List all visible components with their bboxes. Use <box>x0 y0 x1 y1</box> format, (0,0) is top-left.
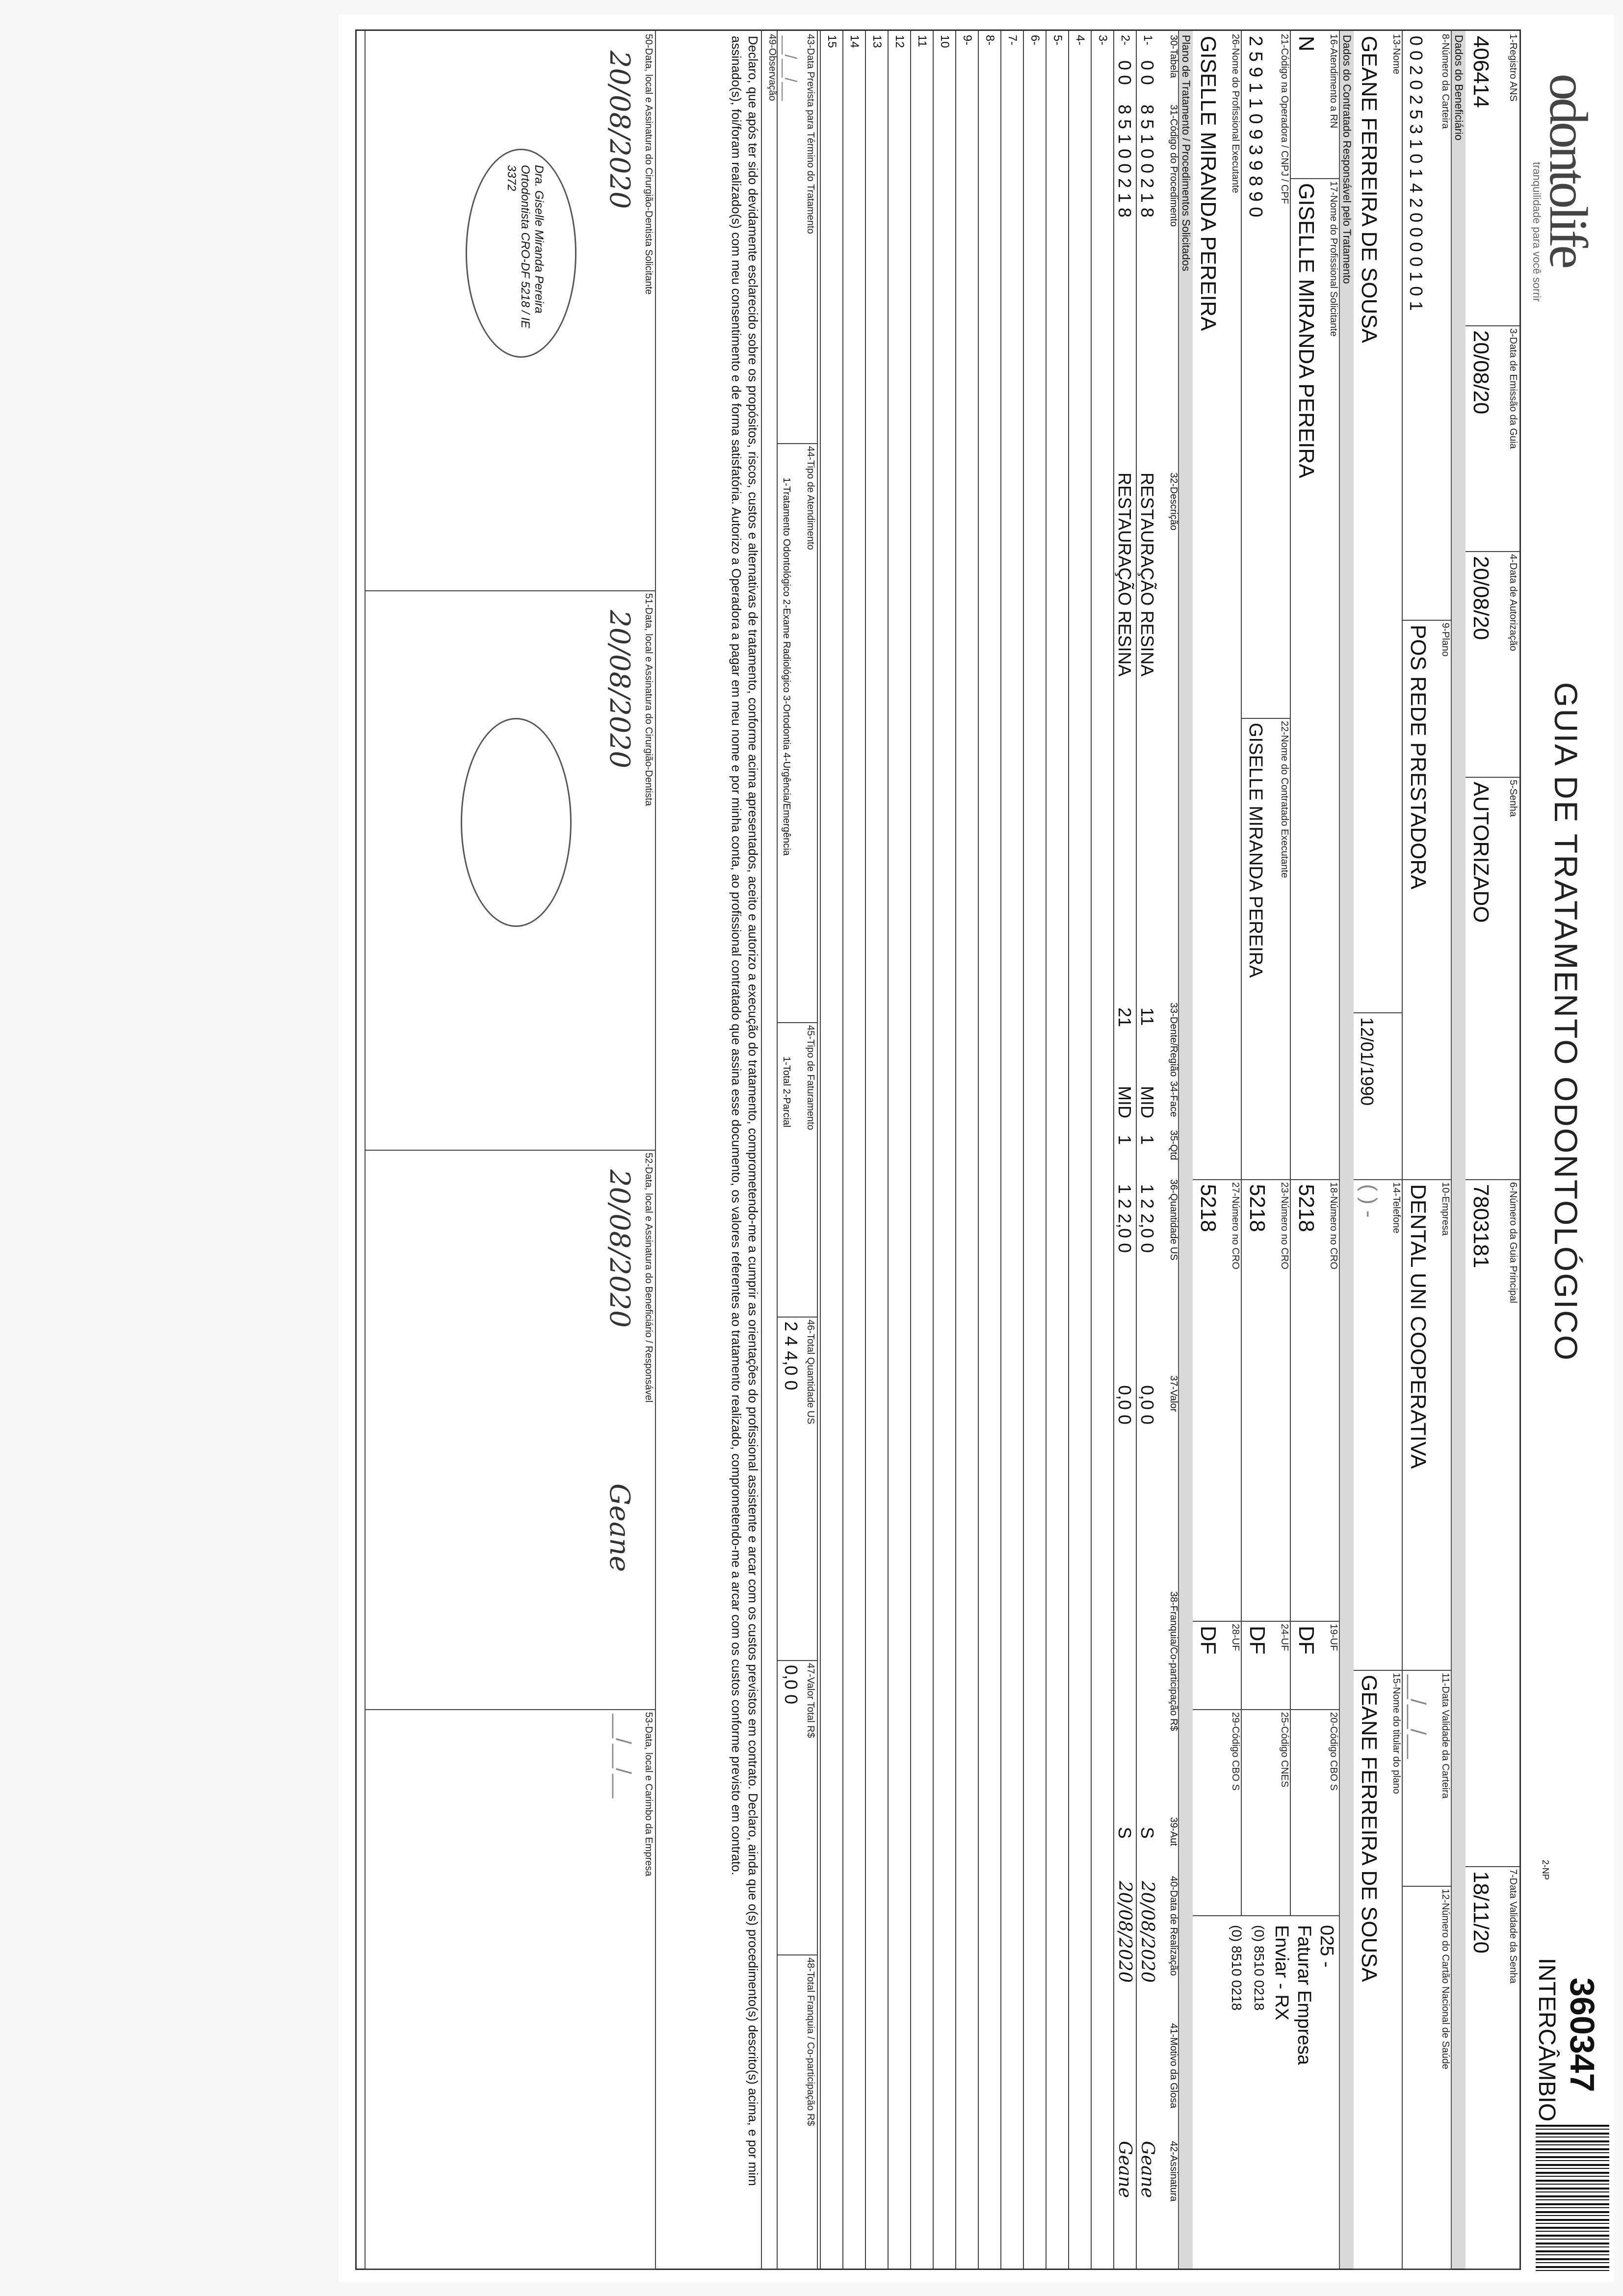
cell-codigo: 8 5 1 0 0 2 1 8 <box>1115 105 1135 218</box>
table-row <box>1023 31 1047 2269</box>
cell-tabela: 0 0 <box>1137 60 1157 85</box>
cell-n: 12 <box>893 35 906 48</box>
note-line: 025 - <box>1316 1925 1337 1968</box>
form-body <box>355 29 1521 2270</box>
tipo-atendimento-field: 44-Tipo de Atendimento 1-Tratamento Odontológico 2-Exame Radiológico 3-Ortodontia 4-Urgência/Emergência <box>777 443 818 1023</box>
handwritten-notes <box>1225 1925 1338 2259</box>
stamp-text: Dra. Giselle Miranda Pereira Ortodontista CRO-DF 5218 / IE 3372 <box>505 165 546 329</box>
prof-solicitante-field: 17-Nome do Profissional Solicitante GISELLE MIRANDA PEREIRA <box>1290 178 1340 1180</box>
cell-data: 20/08/2020 <box>1137 1881 1157 1983</box>
cell-codigo: 8 5 1 0 0 2 1 8 <box>1137 105 1157 218</box>
col-header: 35-Qtd <box>1168 1130 1179 1161</box>
cell-us: 1 2 2,0 0 <box>1137 1184 1157 1253</box>
uf-contratado-field: 24-UF DF <box>1241 1621 1291 1710</box>
cell-n: 9- <box>961 35 974 46</box>
col-header: 38-Franquia/Co-participação R$ <box>1168 1591 1179 1731</box>
table-row <box>933 31 956 2269</box>
stamp-icon <box>466 149 576 358</box>
form-header <box>1526 15 1614 2282</box>
dental-guide-form <box>339 15 1614 2282</box>
beneficiary-signature: Geane <box>603 1483 635 1572</box>
table-row <box>865 31 889 2269</box>
atendimento-rn-field: 16-Atendimento a RN N <box>1290 31 1340 179</box>
odontolife-logo: odontolife <box>1539 74 1598 266</box>
cell-n: 4- <box>1073 35 1087 46</box>
table-row <box>1046 31 1069 2269</box>
data-nascimento-field: 12/01/1990 <box>1353 1012 1403 1180</box>
observacao-field: 49-Observação <box>761 31 779 2270</box>
carteira-field: 8-Número da Carteira 0 0 2 0 2 5 3 1 0 1 4 2 0 0 0 0 1 0 1 <box>1402 31 1452 621</box>
guide-number: 360347 <box>1563 1978 1601 2092</box>
cell-n: 5- <box>1051 35 1064 46</box>
cbo-executante-field: 29-Código CBO S <box>1192 1709 1242 1916</box>
table-row <box>1068 31 1092 2269</box>
cell-valor: 0,0 0 <box>1115 1385 1135 1425</box>
table-row <box>1113 31 1137 2269</box>
uf-solicitante-field: 19-UF DF <box>1290 1621 1340 1710</box>
cro-executante-field: 27-Número no CRO 5218 <box>1192 1179 1242 1622</box>
table-row <box>842 31 866 2269</box>
note-line: Faturar Empresa <box>1294 1925 1314 2065</box>
cbo-solicitante-field: 20-Código CBO S <box>1290 1709 1340 1916</box>
stamp-icon <box>461 718 572 927</box>
validade-senha-field: 7-Data Validade da Senha 18/11/20 <box>1465 1866 1519 2270</box>
cell-aut: S <box>1137 1827 1157 1839</box>
sig-empresa-box: 53-Data, local e Carimbo da Empresa __/__/__ <box>365 1709 656 2270</box>
cell-aut: S <box>1115 1827 1135 1839</box>
cell-descricao: RESTAURAÇÃO RESINA <box>1115 473 1135 677</box>
logo-tagline: tranquilidade para você sorrir <box>1531 162 1543 302</box>
sig-dentista-box: 51-Data, local e Assinatura do Cirurgião-Dentista 20/08/2020 <box>365 590 656 1151</box>
table-row <box>1136 31 1159 2269</box>
cell-n: 14 <box>848 35 861 48</box>
sig-empresa-date: __/__/__ <box>611 1714 635 1798</box>
note-line: Enviar - RX <box>1271 1925 1292 2021</box>
cell-n: 8- <box>983 35 996 46</box>
sig-beneficiario-date: 20/08/2020 <box>603 1169 635 1328</box>
table-row <box>910 31 934 2269</box>
sig-solicitante-date: 20/08/2020 <box>603 51 635 209</box>
cnes-field: 25-Código CNES <box>1241 1709 1291 1916</box>
table-row <box>1091 31 1114 2269</box>
data-autorizacao-field: 4-Data de Autorização 20/08/20 <box>1465 551 1519 778</box>
senha-field: 5-Senha AUTORIZADO <box>1465 777 1519 1180</box>
col-header: 42-Assinatura <box>1168 2141 1179 2202</box>
note-line: (0) 8510 0218 <box>1229 1925 1244 2011</box>
cell-n: 2- <box>1119 35 1132 46</box>
guia-principal-field: 6-Número da Guia Principal 7803181 <box>1465 1179 1519 1867</box>
cell-n: 15 <box>825 35 838 48</box>
nome-field: 13-Nome GEANE FERREIRA DE SOUSA <box>1353 31 1403 1013</box>
col-header: 37-Valor <box>1168 1375 1179 1412</box>
valor-total-field: 47-Valor Total R$ 0,0 0 <box>777 1660 818 1955</box>
cns-field: 12-Número do Cartão Nacional de Saúde <box>1402 1886 1452 2270</box>
previsao-termino-field: 43-Data Prevista para Término do Tratamento __/__/__ <box>777 31 818 444</box>
cell-n: 3- <box>1096 35 1109 46</box>
page-title: GUIA DE TRATAMENTO ODONTOLÓGICO <box>1548 682 1584 1362</box>
barcode-icon <box>1536 2125 1609 2272</box>
telefone-field: 14-Telefone ( ) - <box>1353 1179 1403 1671</box>
codigo-operadora-field: 21-Código na Operadora / CNPJ / CPF 2 5 9 1 1 0 9 3 9 8 9 0 <box>1241 31 1291 719</box>
titular-field: 15-Nome do titular do plano GEANE FERREIRA DE SOUSA <box>1353 1670 1403 2270</box>
col-header: 40-Data de Realização <box>1168 1876 1179 1976</box>
page-marker: 2-NP <box>1541 1860 1550 1880</box>
section-beneficiario: Dados do Beneficiário <box>1451 31 1466 2269</box>
registro-ans-value: 406414 <box>1469 36 1493 108</box>
cro-contratado-field: 23-Número no CRO 5218 <box>1241 1179 1291 1622</box>
cell-qtd: 1 <box>1137 1135 1157 1145</box>
declaration-text: Declaro, que após ter sido devidamente esclarecido sobre os propósitos, riscos, custos e alternativas de tratamento, conforme acima apresentados, aceito e autorizo a execução do tratamento, comprometendo-me a cumprir as orientações do profissional assistente e arcar com os custos previstos em contrato. Declaro, ainda que o(s) procedimento(s) descrito(s) acima, e por mim assinado(s), foi/foram realizado(s) com meu consentimento e de forma satisfatória. Autorizo a Operadora a pagar em meu nome e por minha conta, ao profissional contratado que assina esse documento, os valores referentes ao tratamento realizado, comprometendo-me a arcar com os custos conforme previsto em contrato. <box>729 36 760 2186</box>
cell-dente: 21 <box>1115 1007 1135 1028</box>
prof-executante-field: 26-Nome do Profissional Executante GISELLE MIRANDA PEREIRA <box>1192 31 1242 1180</box>
validade-carteira-field: 11-Data Validade da Carteira __/__/__ <box>1402 1670 1452 1887</box>
col-header: 39-Aut <box>1168 1817 1179 1846</box>
cell-us: 1 2 2,0 0 <box>1115 1184 1135 1253</box>
cell-face: MID <box>1137 1086 1157 1118</box>
cell-face: MID <box>1115 1086 1135 1118</box>
tipo-faturamento-field: 45-Tipo de Faturamento 1-Total 2-Parcial <box>777 1022 818 1318</box>
cell-n: 11 <box>916 35 929 47</box>
cell-assinatura: Geane <box>1137 2141 1157 2198</box>
sig-solicitante-box: 50-Data, local e Assinatura do Cirurgião-Dentista Solicitante 20/08/2020 Dra. Giselle Miranda Pereira Ortodontista CRO-DF 5218 / IE 3372 <box>365 31 656 591</box>
table-row <box>978 31 1001 2269</box>
col-header: 36-Quantidade US <box>1168 1179 1179 1261</box>
table-row <box>888 31 911 2269</box>
cell-n: 7- <box>1006 35 1019 46</box>
table-row <box>955 31 979 2269</box>
cell-assinatura: Geane <box>1115 2141 1135 2198</box>
uf-executante-field: 28-UF DF <box>1192 1621 1242 1710</box>
cro-solicitante-field: 18-Número no CRO 5218 <box>1290 1179 1340 1622</box>
section-contratado: Dados do Contratado Responsável pelo Tratamento <box>1339 31 1354 2269</box>
sig-dentista-date: 20/08/2020 <box>603 610 635 768</box>
col-header: 32-Descrição <box>1168 473 1179 530</box>
col-header: 33-Dente/Região <box>1168 1003 1179 1077</box>
note-line: (0) 8510 0218 <box>1252 1925 1267 2011</box>
col-header: 41-Motivo da Glosa <box>1168 2023 1179 2109</box>
total-us-field: 46-Total Quantidade US 2 4 4,0 0 <box>777 1317 818 1661</box>
data-emissao-field: 3-Data de Emissão da Guia 20/08/20 <box>1465 325 1519 552</box>
contratado-executante-field: 22-Nome do Contratado Executante GISELLE MIRANDA PEREIRA <box>1241 718 1291 1180</box>
cell-n: 1- <box>1141 35 1154 46</box>
section-procedimentos: Plano de Tratamento / Procedimentos Solicitados <box>1178 31 1193 2269</box>
col-header: 30-Tabela <box>1168 35 1179 78</box>
cell-data: 20/08/2020 <box>1115 1881 1135 1983</box>
cell-descricao: RESTAURAÇÃO RESINA <box>1137 473 1157 677</box>
sig-beneficiario-box: 52-Data, local e Assinatura do Beneficiário / Responsável 20/08/2020 Geane <box>365 1150 656 1710</box>
col-header: 34-Face <box>1168 1081 1179 1117</box>
col-header: 31-Código do Procedimento <box>1168 105 1179 227</box>
total-franquia-field: 48-Total Franquia / Co-participação R$ <box>777 1954 818 2270</box>
guide-type: INTERCÂMBIO <box>1534 1958 1560 2122</box>
cell-qtd: 1 <box>1115 1135 1135 1145</box>
cell-n: 13 <box>870 35 884 48</box>
table-row <box>1000 31 1024 2269</box>
cell-n: 6- <box>1028 35 1042 46</box>
cell-tabela: 0 0 <box>1115 60 1135 85</box>
registro-ans-field: 1-Registro ANS 406414 <box>1465 31 1519 326</box>
plano-field: 9-Plano POS REDE PRESTADORA <box>1402 620 1452 1180</box>
cell-n: 10 <box>938 35 951 48</box>
table-row <box>820 31 843 2269</box>
cell-dente: 11 <box>1137 1007 1157 1026</box>
cell-valor: 0,0 0 <box>1137 1385 1157 1425</box>
empresa-field: 10-Empresa DENTAL UNI COOPERATIVA <box>1402 1179 1452 1671</box>
